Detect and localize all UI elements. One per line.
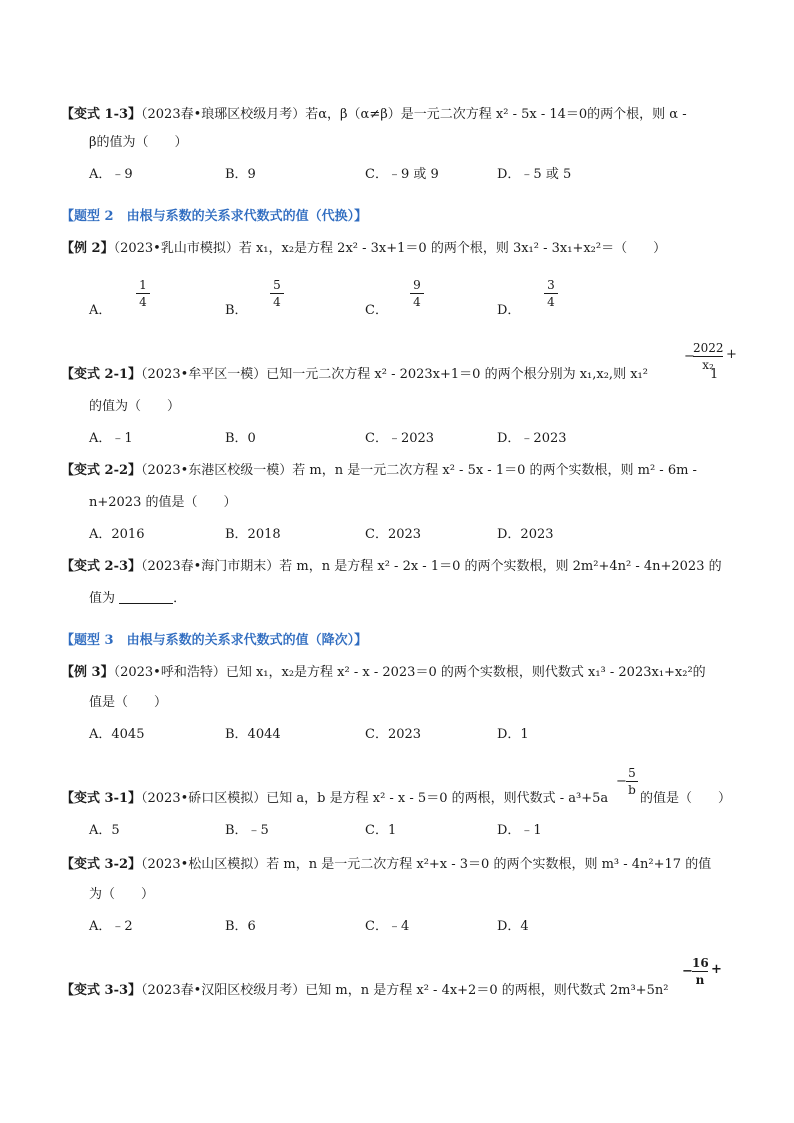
minus-sign: − — [684, 349, 695, 364]
option-b: B．0 — [225, 431, 256, 446]
denominator: b — [628, 783, 636, 797]
option-a: A．2016 — [89, 527, 145, 542]
option-b: B．2018 — [225, 527, 281, 542]
option-c: C．﹣4 — [365, 919, 410, 934]
option-a: A．5 — [89, 823, 120, 838]
question-v3-1-tail: 的值是（ ） — [640, 791, 732, 806]
denominator: 4 — [139, 295, 147, 309]
question-text: （2023•呼和浩特）已知 x₁，x₂是方程 x² - x - 2023＝0 的两个实数根，则代数式 x₁³ - 2023x₁+x₂²的 — [113, 665, 706, 680]
question-tag: 【例 2】 — [61, 241, 114, 256]
question-text: （2023春•海门市期末）若 m，n 是方程 x² - 2x - 1＝0 的两个实数根，则 2m²+4n² - 4n+2023 的 — [141, 559, 722, 574]
question-tag: 【变式 2-3】 — [61, 559, 142, 574]
question-v3-2-line2: 为（ ） — [89, 887, 155, 902]
option-b: B．4044 — [225, 727, 281, 742]
question-text-tail: 的两个根，则 α - — [587, 107, 687, 122]
denominator: 4 — [547, 295, 555, 309]
question-v2-3-line1 — [61, 558, 722, 576]
numerator: 9 — [413, 278, 421, 292]
option-d-label: D． — [497, 303, 521, 318]
option-a: A．﹣2 — [89, 919, 133, 934]
answer-prefix: 值为 — [89, 591, 116, 606]
question-tag: 【例 3】 — [61, 665, 114, 680]
plus-sign: + — [711, 962, 722, 977]
denominator: x₂ — [702, 358, 714, 372]
option-d: D．2023 — [497, 527, 554, 542]
option-d: D．﹣1 — [497, 823, 542, 838]
minus-sign: − — [682, 964, 693, 979]
example-2 — [61, 240, 666, 258]
numerator: 3 — [547, 278, 555, 292]
option-a: A．﹣1 — [89, 431, 133, 446]
option-b: B．﹣5 — [225, 823, 269, 838]
option-c: C．2023 — [365, 527, 422, 542]
question-text: （2023春•琅琊区校级月考）若α，β（α≠β）是一元二次方程 — [141, 107, 492, 122]
question-v2-2-line2: n+2023 的值是（ ） — [89, 495, 237, 510]
question-tag: 【变式 2-1】 — [61, 367, 142, 382]
question-tag: 【变式 3-1】 — [61, 791, 142, 806]
option-a-label: A． — [89, 303, 112, 318]
option-b: B．6 — [225, 919, 256, 934]
numerator: 2022 — [693, 341, 724, 355]
question-v3-2-line1 — [61, 856, 711, 874]
option-d: D．1 — [497, 727, 529, 742]
question-tag: 【变式 3-2】 — [61, 857, 142, 872]
question-text: （2023•乳山市模拟）若 x₁，x₂是方程 2x² - 3x+1＝0 的两个根，则 3x₁² - 3x₁+x₂²＝（ ） — [113, 241, 667, 256]
question-v3-1 — [61, 790, 608, 808]
option-c-fraction — [410, 278, 424, 309]
option-a-fraction — [136, 278, 150, 309]
question-v1-3-line2: β的值为（ ） — [89, 135, 188, 150]
numerator: 1 — [139, 278, 147, 292]
section-title-3: 【题型 3 由根与系数的关系求代数式的值（降次）】 — [61, 633, 368, 648]
question-v2-1-line1 — [61, 366, 648, 384]
question-v3-3 — [61, 982, 668, 1000]
option-b-label: B． — [225, 303, 248, 318]
option-c: C．﹣2023 — [365, 431, 435, 446]
constant-one: 1 — [710, 367, 719, 382]
numerator: 16 — [692, 956, 709, 970]
question-text: （2023春•汉阳区校级月考）已知 m，n 是方程 x² - 4x+2＝0 的两根，则代数式 2m³+5n² — [141, 983, 669, 998]
option-a: A．4045 — [89, 727, 145, 742]
denominator: 4 — [273, 295, 281, 309]
example-3-line1 — [61, 664, 706, 682]
question-tag: 【变式 1-3】 — [61, 107, 142, 122]
option-c: C．2023 — [365, 727, 422, 742]
question-v2-2-line1 — [61, 462, 697, 480]
option-a: A．﹣9 — [89, 167, 133, 182]
option-b-fraction — [270, 278, 284, 309]
option-d-fraction — [544, 278, 558, 309]
denominator: n — [695, 973, 705, 987]
fraction-5-over-b — [626, 766, 638, 797]
option-c: C．﹣9 或 9 — [365, 167, 439, 182]
option-c-label: C． — [365, 303, 388, 318]
answer-blank[interactable] — [119, 591, 173, 604]
fraction-2022-over-x2 — [693, 341, 723, 372]
question-text: （2023•硚口区模拟）已知 a，b 是方程 x² - x - 5＝0 的两根，则代数式 - a³+5a — [141, 791, 609, 806]
question-v1-3-line1 — [61, 106, 687, 124]
question-text: （2023•松山区模拟）若 m，n 是一元二次方程 x²+x - 3＝0 的两个实数根，则 m³ - 4n²+17 的值 — [141, 857, 712, 872]
question-v2-3-line2 — [89, 590, 186, 608]
numerator: 5 — [273, 278, 281, 292]
option-d: D．﹣2023 — [497, 431, 567, 446]
question-text: （2023•东港区校级一模）若 m，n 是一元二次方程 x² - 5x - 1＝0 的两个实数根，则 m² - 6m - — [141, 463, 697, 478]
option-d: D．4 — [497, 919, 529, 934]
plus-sign: + — [726, 347, 737, 362]
question-v2-1-line2: 的值为（ ） — [89, 399, 181, 414]
option-c: C．1 — [365, 823, 397, 838]
section-title-2: 【题型 2 由根与系数的关系求代数式的值（代换）】 — [61, 209, 368, 224]
question-tag: 【变式 2-2】 — [61, 463, 142, 478]
equation: x² - 5x - 14＝0 — [495, 107, 588, 122]
numerator: 5 — [628, 766, 636, 780]
question-text: （2023•牟平区一模）已知一元二次方程 x² - 2023x+1＝0 的两个根分别为 x₁,x₂,则 x₁² — [141, 367, 648, 382]
option-d: D．﹣5 或 5 — [497, 167, 572, 182]
fraction-16-over-n — [692, 956, 708, 987]
denominator: 4 — [413, 295, 421, 309]
minus-sign: − — [616, 774, 627, 789]
question-tag: 【变式 3-3】 — [61, 983, 142, 998]
option-b: B．9 — [225, 167, 256, 182]
answer-suffix: ． — [173, 591, 187, 606]
example-3-line2: 值是（ ） — [89, 695, 168, 710]
